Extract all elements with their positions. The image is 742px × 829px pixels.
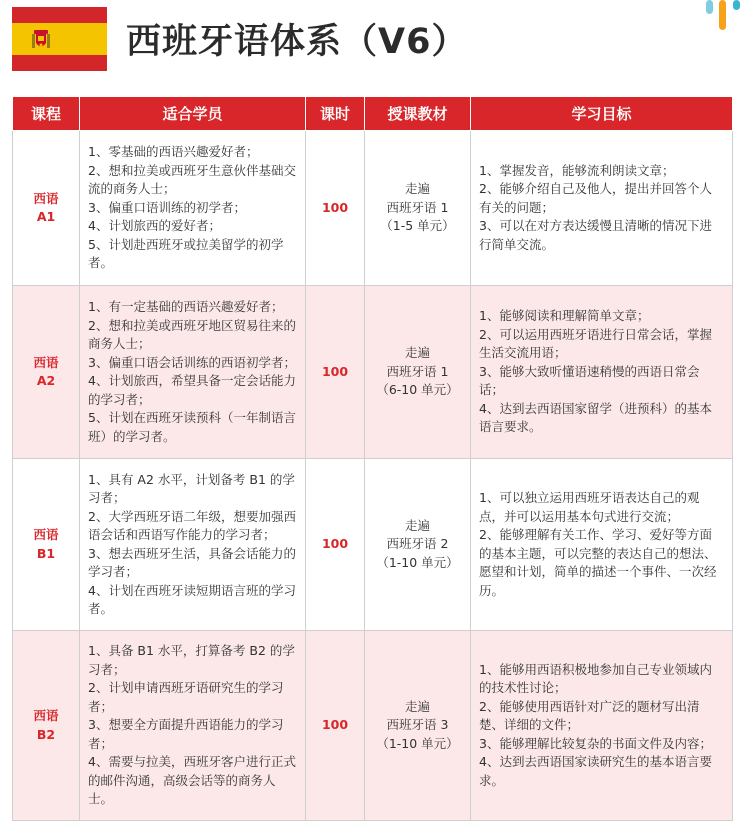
decor-bar <box>733 0 740 10</box>
coat-of-arms-icon <box>32 30 50 50</box>
goal-item: 2、可以运用西班牙语进行日常会话，掌握生活交流用语； <box>479 326 712 361</box>
student-item: 4、计划在西班牙读短期语言班的学习者。 <box>88 582 296 616</box>
table-header-row <box>13 97 733 131</box>
student-item: 1、具备 B1 水平，打算备考 B2 的学习者； <box>88 643 295 677</box>
goals-cell <box>471 286 733 459</box>
student-item: 2、想和拉美或西班牙地区贸易往来的商务人士； <box>88 317 296 351</box>
course-table <box>12 96 733 821</box>
students-cell <box>80 131 306 286</box>
column-header-goals: 学习目标 <box>471 97 733 131</box>
textbook-line: 西班牙语 1 <box>386 363 449 379</box>
textbook-line: （6-10 单元） <box>376 382 459 398</box>
column-header-students: 适合学员 <box>80 97 306 131</box>
table-row <box>13 459 733 631</box>
goal-item: 1、能够用西语积极地参加自己专业领域内的技术性讨论； <box>479 661 712 696</box>
course-level-name: 西语 <box>33 527 59 542</box>
course-level-cell <box>13 131 80 286</box>
student-item: 1、有一定基础的西语兴趣爱好者； <box>88 299 284 314</box>
textbook-cell <box>365 286 471 459</box>
course-level-cell <box>13 286 80 459</box>
course-level-cell <box>13 459 80 631</box>
student-item: 4、需要与拉美，西班牙客户进行正式的邮件沟通，高级会话等的商务人士。 <box>88 754 296 807</box>
textbook-cell <box>365 459 471 631</box>
decor-bar <box>719 0 726 30</box>
goals-cell <box>471 131 733 286</box>
course-level-code: A1 <box>36 209 56 224</box>
goal-item: 3、能够理解比较复杂的书面文件及内容； <box>479 735 712 751</box>
course-level-name: 西语 <box>33 708 59 723</box>
goal-item: 1、掌握发音，能够流利朗读文章； <box>479 162 675 178</box>
column-header-course: 课程 <box>13 97 80 131</box>
student-item: 2、想和拉美或西班牙生意伙伴基础交流的商务人士； <box>88 162 296 197</box>
textbook-line: （1-5 单元） <box>380 218 455 234</box>
hours-cell: 100 <box>306 131 365 286</box>
hours-cell: 100 <box>306 631 365 821</box>
goal-item: 3、可以在对方表达缓慢且清晰的情况下进行简单交流。 <box>479 218 712 252</box>
student-item: 3、想去西班牙生活，具备会话能力的学习者； <box>88 545 296 579</box>
student-item: 3、偏重口语会话训练的西语初学者； <box>88 354 296 370</box>
goal-item: 2、能够理解有关工作、学习、爱好等方面的基本主题，可以完整的表达自己的想法、愿望和计划，简单的描述一个事件、一次经历。 <box>479 527 717 598</box>
students-cell <box>80 631 306 821</box>
goal-item: 1、可以独立运用西班牙语表达自己的观点，并可以运用基本句式进行交流； <box>479 490 700 524</box>
goal-item: 1、能够阅读和理解简单文章； <box>479 308 650 324</box>
goals-cell <box>471 459 733 631</box>
textbook-line: （1-10 单元） <box>376 735 459 751</box>
goals-cell <box>471 631 733 821</box>
student-item: 3、想要全方面提升西语能力的学习者； <box>88 717 284 751</box>
student-item: 5、计划赴西班牙或拉美留学的初学者。 <box>88 236 284 271</box>
textbook-line: 西班牙语 3 <box>386 717 449 733</box>
column-header-hours: 课时 <box>306 97 365 131</box>
column-header-textbook: 授课教材 <box>365 97 471 131</box>
goal-item: 2、能够介绍自己及他人，提出并回答个人有关的问题； <box>479 181 712 215</box>
textbook-cell <box>365 631 471 821</box>
textbook-line: 西班牙语 1 <box>386 199 449 215</box>
textbook-line: （1-10 单元） <box>376 554 459 570</box>
course-level-code: A2 <box>36 373 56 388</box>
student-item: 4、计划旅西的爱好者； <box>88 218 221 234</box>
student-item: 2、计划申请西班牙语研究生的学习者； <box>88 680 284 714</box>
spain-flag <box>12 7 107 71</box>
table-row <box>13 286 733 459</box>
student-item: 3、偏重口语训练的初学者； <box>88 199 246 215</box>
student-item: 1、具有 A2 水平，计划备考 B1 的学习者； <box>88 471 295 505</box>
decor-bar <box>706 0 713 14</box>
goal-item: 2、能够使用西语针对广泛的题材写出清楚、详细的文件； <box>479 698 700 733</box>
student-item: 2、大学西班牙语二年级，想要加强西语会话和西语写作能力的学习者； <box>88 508 296 542</box>
page-title: 西班牙语体系（V6） <box>126 22 468 62</box>
goal-item: 4、达到去西语国家留学（进预科）的基本语言要求。 <box>479 400 712 435</box>
hours-cell: 100 <box>306 459 365 631</box>
course-level-cell <box>13 631 80 821</box>
course-level-name: 西语 <box>33 354 59 370</box>
textbook-cell <box>365 131 471 286</box>
course-level-code: B1 <box>36 545 56 561</box>
table-row <box>13 631 733 821</box>
students-cell <box>80 286 306 459</box>
table-row <box>13 131 733 286</box>
textbook-line: 西班牙语 2 <box>386 536 449 552</box>
goal-item: 3、能够大致听懂语速稍慢的西语日常会话； <box>479 363 700 398</box>
hours-cell: 100 <box>306 286 365 459</box>
textbook-line: 走遍 <box>404 345 430 361</box>
students-cell <box>80 459 306 631</box>
course-level-name: 西语 <box>33 190 59 206</box>
goal-item: 4、达到去西语国家读研究生的基本语言要求。 <box>479 754 712 788</box>
student-item: 5、计划在西班牙读预科（一年制语言班）的学习者。 <box>88 410 296 444</box>
student-item: 1、零基础的西语兴趣爱好者； <box>88 144 259 160</box>
student-item: 4、计划旅西，希望具备一定会话能力的学习者； <box>88 373 296 407</box>
textbook-line: 走遍 <box>404 517 430 533</box>
textbook-line: 走遍 <box>404 698 430 714</box>
course-level-code: B2 <box>36 726 56 742</box>
textbook-line: 走遍 <box>404 181 430 197</box>
